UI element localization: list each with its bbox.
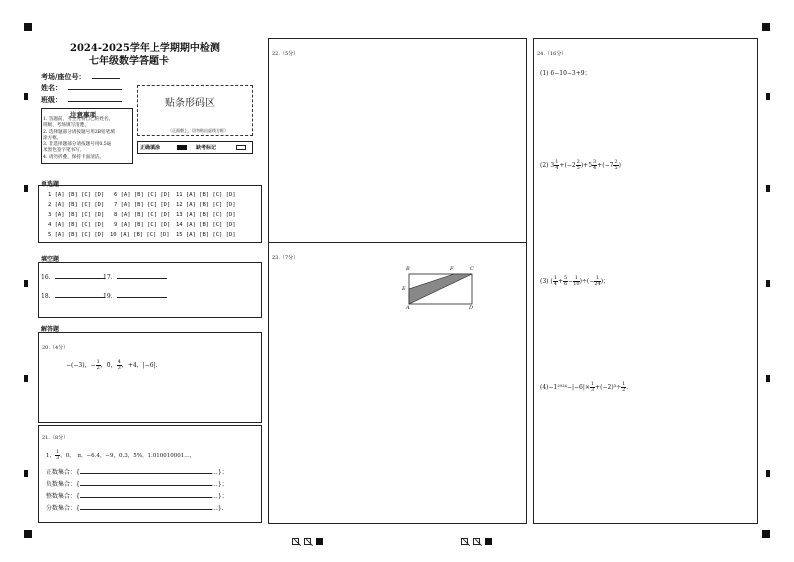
page-mark-box xyxy=(292,538,299,545)
page-mark-solid xyxy=(485,538,492,545)
page-mark-box xyxy=(461,538,468,545)
q23-label: 23.（7分） xyxy=(272,255,299,261)
page-subtitle: 七年级数学答题卡 xyxy=(89,56,169,67)
corner-mark-bottom-right xyxy=(762,530,770,538)
point-b: B xyxy=(406,266,410,272)
fraction-set-field[interactable]: 分数集合：{ …}. xyxy=(46,505,224,512)
fraction: $\frac{4}{3}$ xyxy=(117,359,121,371)
fraction: $\frac{1}{24}$ xyxy=(594,275,601,287)
fill-box xyxy=(38,262,262,318)
page-mark-right xyxy=(461,531,492,550)
fill-section-title: 填空题 xyxy=(41,256,60,263)
timing-mark xyxy=(24,375,28,382)
barcode-label: 贴条形码区 xyxy=(165,98,215,109)
mc-row[interactable]: 1 [A] [B] [C] [D] xyxy=(48,192,105,198)
blank-16[interactable]: 16. xyxy=(41,274,105,281)
corner-mark-top-left xyxy=(24,23,32,31)
correct-fill-mark xyxy=(177,145,187,150)
barcode-note: （正面朝上，切勿贴出虚线方框） xyxy=(168,128,228,133)
page-mark-solid xyxy=(316,538,323,545)
q21-numbers: 1， $\frac{1}{3}$ ，0， π，−6.4，−9，0.3，5%，1.010010001…， xyxy=(46,449,196,461)
fraction: $\frac{5}{6}$ xyxy=(563,275,568,287)
fraction: $\frac{2}{5}$ xyxy=(614,159,618,171)
blank-19[interactable]: 19. xyxy=(103,293,167,300)
timing-mark xyxy=(766,280,770,287)
fraction: $\frac{1}{3}$ xyxy=(56,449,60,461)
mc-row[interactable]: 6 [A] [B] [C] [D] xyxy=(114,192,171,198)
q24-label: 24.（16分） xyxy=(537,51,567,57)
class-field[interactable]: 班级： xyxy=(41,95,122,105)
page-mark-box xyxy=(473,538,480,545)
timing-mark xyxy=(766,93,770,100)
absent-mark-box[interactable] xyxy=(236,145,246,150)
timing-mark xyxy=(766,375,770,382)
mc-row[interactable]: 9 [A] [B] [C] [D] xyxy=(114,222,171,228)
fraction: $\frac{1}{10}$ xyxy=(573,275,580,287)
page-mark-left xyxy=(292,531,323,550)
mc-row[interactable]: 3 [A] [B] [C] [D] xyxy=(48,212,105,218)
fraction: $\frac{1}{3}$ xyxy=(590,381,595,393)
fraction: $\frac{1}{2}$ xyxy=(622,381,626,393)
shaded-region xyxy=(409,274,472,304)
notes-title: 注意事项 xyxy=(70,111,96,119)
mc-row[interactable]: 8 [A] [B] [C] [D] xyxy=(114,212,171,218)
point-d: D xyxy=(469,305,474,311)
point-a: A xyxy=(406,305,410,311)
notes-lines: 1. 答题前，考生先将自己的姓名、 班级、考场填写清楚。 2. 选择题部分请按题号用2B铅笔填 涂方框。 3. 非选择题部分请按题号用0.5毫 米黑色签字笔书写。 4. 请勿折叠，保持卡面清洁。 xyxy=(43,117,115,160)
name-field[interactable]: 姓名： xyxy=(41,83,122,93)
q24-part-4: (4)−1²⁰²⁴−|−6|× $\frac{1}{3}$ +(−2)³÷ $\frac{1}{2}$ . xyxy=(540,381,629,393)
mc-row[interactable]: 14 [A] [B] [C] [D] xyxy=(176,222,236,228)
corner-mark-top-right xyxy=(762,23,770,31)
q24-part-1: (1) 6−10−3+9； xyxy=(540,70,591,77)
point-c: C xyxy=(470,266,474,272)
q20-label: 20.（4分） xyxy=(42,345,69,351)
solve-section-title: 解答题 xyxy=(41,326,60,333)
fraction: $\frac{1}{4}$ xyxy=(553,275,557,287)
correct-fill-label: 正确填涂 xyxy=(140,145,161,151)
mc-row[interactable]: 13 [A] [B] [C] [D] xyxy=(176,212,236,218)
fraction: $\frac{2}{5}$ xyxy=(576,159,580,171)
timing-mark xyxy=(24,470,28,477)
positive-set-field[interactable]: 正数集合：{ …}； xyxy=(46,469,228,476)
page-mark-box xyxy=(304,538,311,545)
q20-expression: −(−3)，− $\frac{1}{2}$ ，0， $\frac{4}{3}$ ，+4，|−6|. xyxy=(66,359,158,371)
timing-mark xyxy=(24,185,28,192)
mc-row[interactable]: 11 [A] [B] [C] [D] xyxy=(176,192,236,198)
q24-part-2: (2) 3 $\frac{1}{4}$ +(−2 $\frac{2}{5}$ )+5 $\frac{3}{4}$ +(−7 $\frac{2}{5}$ ) xyxy=(540,159,621,171)
fraction: $\frac{1}{2}$ xyxy=(96,359,100,371)
fraction: $\frac{1}{4}$ xyxy=(555,159,559,171)
fraction: $\frac{3}{4}$ xyxy=(593,159,597,171)
q23-box[interactable] xyxy=(268,242,527,524)
timing-mark xyxy=(766,470,770,477)
blank-17[interactable]: 17. xyxy=(103,274,167,281)
q20-box[interactable] xyxy=(38,332,262,423)
mc-section-title: 单选题 xyxy=(41,181,60,188)
mc-row[interactable]: 5 [A] [B] [C] [D] xyxy=(48,232,105,238)
timing-mark xyxy=(766,185,770,192)
point-f: F xyxy=(450,266,454,272)
exam-seat-field[interactable]: 考场/座位号： xyxy=(41,72,120,82)
q24-part-3: (3) ( $\frac{1}{4}$ + $\frac{5}{6}$ − $\frac{1}{10}$ )÷(− $\frac{1}{24}$ )； xyxy=(540,275,610,287)
mc-row[interactable]: 12 [A] [B] [C] [D] xyxy=(176,202,236,208)
mc-row[interactable]: 7 [A] [B] [C] [D] xyxy=(114,202,171,208)
corner-mark-bottom-left xyxy=(24,530,32,538)
q22-box[interactable] xyxy=(268,38,527,243)
timing-mark xyxy=(24,93,28,100)
page-title: 2024-2025学年上学期期中检测 xyxy=(70,43,220,54)
q21-label: 21.（8分） xyxy=(42,435,69,441)
absent-mark-label: 缺考标记 xyxy=(196,145,217,151)
point-e: E xyxy=(402,286,406,292)
timing-mark xyxy=(24,280,28,287)
integer-set-field[interactable]: 整数集合：{ …}； xyxy=(46,493,228,500)
mc-row[interactable]: 10 [A] [B] [C] [D] xyxy=(110,232,170,238)
q22-label: 22.（5分） xyxy=(272,51,299,57)
negative-set-field[interactable]: 负数集合：{ …}； xyxy=(46,481,228,488)
mc-row[interactable]: 4 [A] [B] [C] [D] xyxy=(48,222,105,228)
mc-row[interactable]: 15 [A] [B] [C] [D] xyxy=(176,232,236,238)
blank-18[interactable]: 18. xyxy=(41,293,105,300)
mc-row[interactable]: 2 [A] [B] [C] [D] xyxy=(48,202,105,208)
